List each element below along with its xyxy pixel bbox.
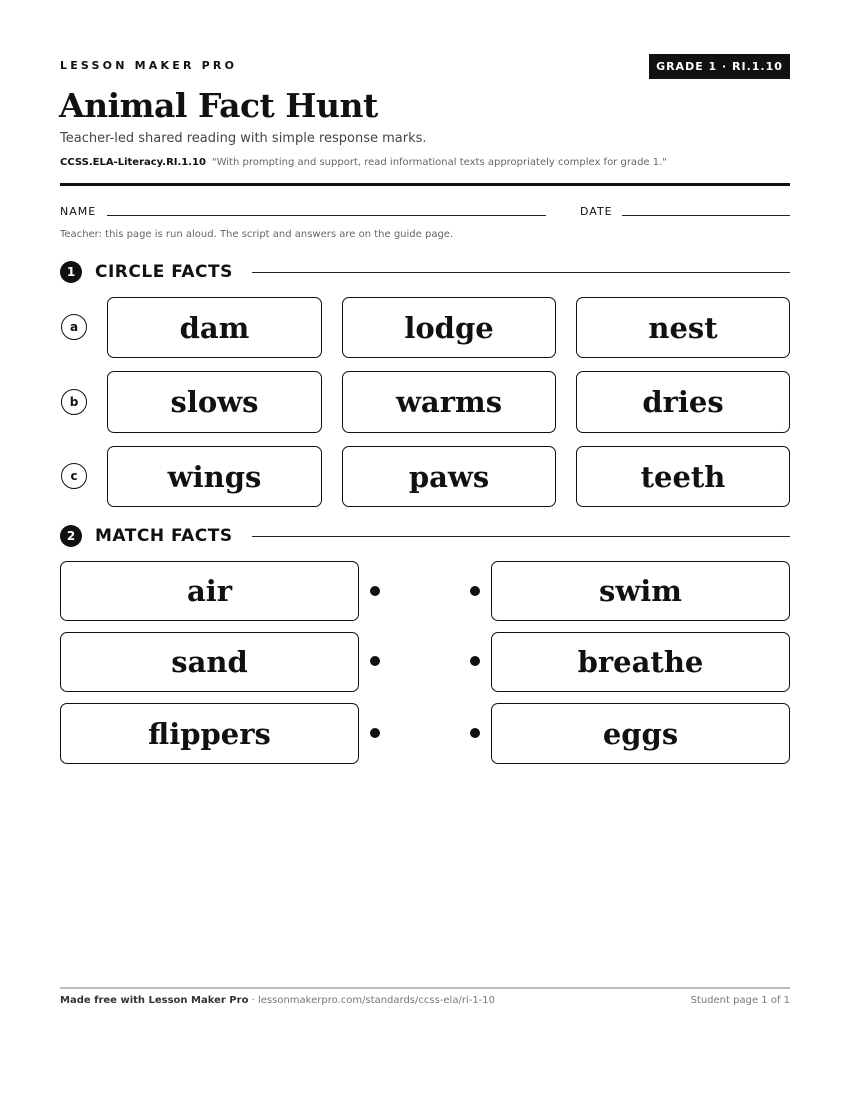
circle-word-box[interactable]: dries (576, 371, 790, 433)
teacher-note: Teacher: this page is run aloud. The script and answers are on the guide page. (60, 229, 454, 240)
standard-line (60, 157, 667, 168)
section-1-heading (60, 260, 233, 284)
match-right-box[interactable]: eggs (491, 703, 790, 764)
page-title: Animal Fact Hunt (59, 86, 378, 125)
row-letter-a: a (61, 314, 87, 340)
header-divider (60, 183, 790, 186)
section-2-number: 2 (60, 525, 82, 547)
match-right-box[interactable]: breathe (491, 632, 790, 692)
row-letter-b: b (61, 389, 87, 415)
standard-text: "With prompting and support, read informational texts appropriately complex for grade 1." (211, 157, 667, 168)
circle-word-box[interactable]: lodge (342, 297, 556, 358)
footer-divider (60, 987, 790, 989)
name-field[interactable] (107, 215, 546, 216)
match-left-dot[interactable] (370, 586, 380, 596)
page-subtitle: Teacher-led shared reading with simple response marks. (60, 131, 427, 146)
match-right-dot[interactable] (470, 728, 480, 738)
match-left-box[interactable]: air (60, 561, 359, 621)
circle-word-box[interactable]: dam (107, 297, 322, 358)
date-label: DATE (580, 205, 613, 218)
match-right-dot[interactable] (470, 586, 480, 596)
match-right-dot[interactable] (470, 656, 480, 666)
section-1-title: CIRCLE FACTS (95, 262, 233, 282)
section-1-rule (252, 272, 790, 273)
match-left-box[interactable]: sand (60, 632, 359, 692)
section-2-title: MATCH FACTS (95, 526, 233, 546)
circle-word-box[interactable]: wings (107, 446, 322, 507)
circle-word-box[interactable]: teeth (576, 446, 790, 507)
standard-code: CCSS.ELA-Literacy.RI.1.10 (60, 157, 206, 168)
match-right-box[interactable]: swim (491, 561, 790, 621)
match-left-box[interactable]: flippers (60, 703, 359, 764)
section-1-number: 1 (60, 261, 82, 283)
circle-word-box[interactable]: paws (342, 446, 556, 507)
name-label: NAME (60, 205, 97, 218)
circle-word-box[interactable]: warms (342, 371, 556, 433)
section-2-heading (60, 524, 233, 548)
circle-word-box[interactable]: slows (107, 371, 322, 433)
footer-url[interactable]: · lessonmakerpro.com/standards/ccss-ela/ri-1-10 (248, 995, 496, 1006)
footer-made-with: Made free with Lesson Maker Pro (60, 995, 249, 1006)
footer-credit (60, 995, 495, 1006)
row-letter-c: c (61, 463, 87, 489)
circle-word-box[interactable]: nest (576, 297, 790, 358)
grade-badge: GRADE 1 · RI.1.10 (649, 54, 790, 79)
match-left-dot[interactable] (370, 728, 380, 738)
date-field[interactable] (622, 215, 790, 216)
brand-name: LESSON MAKER PRO (60, 59, 238, 72)
section-2-rule (252, 536, 790, 537)
match-left-dot[interactable] (370, 656, 380, 666)
footer-page-number: Student page 1 of 1 (690, 995, 790, 1006)
